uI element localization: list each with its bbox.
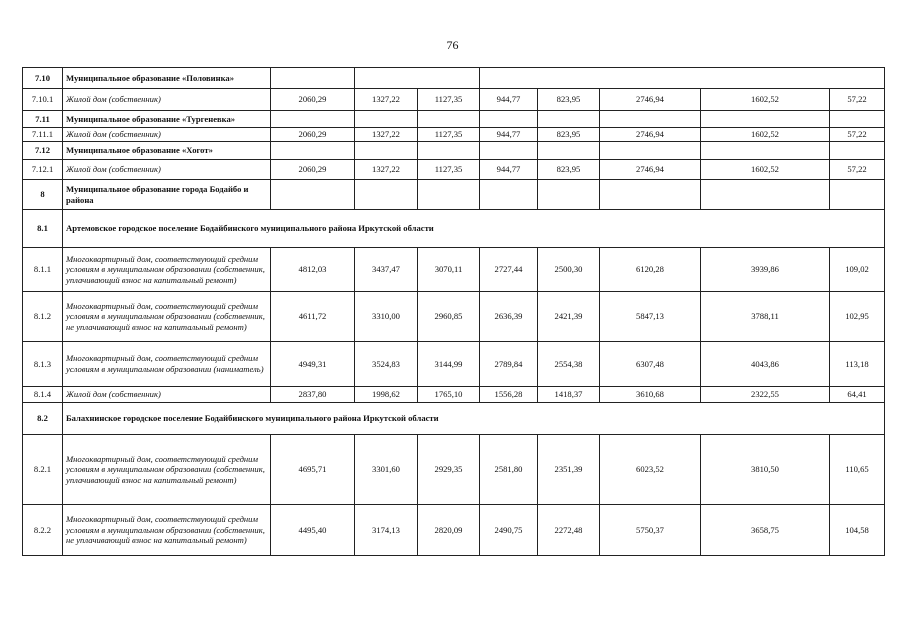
tariff-value-1: 4495,40: [271, 505, 355, 556]
tariff-value-3: 1127,35: [418, 128, 480, 142]
table-row: [23, 142, 885, 160]
row-code: 8.1.4: [23, 387, 63, 403]
tariff-value-3: 1127,35: [418, 160, 480, 180]
tariff-value-6: 6120,28: [600, 248, 701, 292]
row-code: 8.2.2: [23, 505, 63, 556]
table-row: [23, 89, 885, 111]
tariff-value-1: 4611,72: [271, 292, 355, 342]
tariff-value-4: 944,77: [480, 128, 538, 142]
tariff-value-5: 2500,30: [538, 248, 600, 292]
tariff-value-4: 2727,44: [480, 248, 538, 292]
empty-cell: [600, 142, 701, 160]
empty-cell: [271, 142, 355, 160]
row-code: 7.11.1: [23, 128, 63, 142]
tariff-value-6: 2746,94: [600, 89, 701, 111]
empty-cell: [538, 142, 600, 160]
empty-cell: [538, 111, 600, 128]
empty-cell: [600, 180, 701, 210]
tariff-value-7: 3939,86: [701, 248, 830, 292]
tariff-value-4: 2789,84: [480, 342, 538, 387]
tariff-value-7: 3788,11: [701, 292, 830, 342]
empty-cell: [355, 142, 418, 160]
tariff-value-2: 1998,62: [355, 387, 418, 403]
row-code: 7.10.1: [23, 89, 63, 111]
tariff-value-4: 2581,80: [480, 435, 538, 505]
tariff-value-3: 2929,35: [418, 435, 480, 505]
row-code: 8.1: [23, 210, 63, 248]
table-row: [23, 387, 885, 403]
empty-cell: [701, 180, 830, 210]
empty-cell: [271, 111, 355, 128]
tariff-value-8: 57,22: [830, 128, 885, 142]
tariff-value-2: 1327,22: [355, 128, 418, 142]
tariff-value-7: 3658,75: [701, 505, 830, 556]
empty-cell: [701, 142, 830, 160]
empty-cell: [355, 68, 480, 89]
row-code: 7.10: [23, 68, 63, 89]
tariff-value-2: 1327,22: [355, 89, 418, 111]
row-description: Многоквартирный дом, соответствующий средним условиям в муниципальном образовании (собственник, не уплачивающий взнос на капитальный ремонт): [63, 292, 271, 342]
tariff-value-7: 1602,52: [701, 128, 830, 142]
tariff-value-2: 1327,22: [355, 160, 418, 180]
tariff-value-4: 944,77: [480, 160, 538, 180]
row-code: 8.1.2: [23, 292, 63, 342]
tariff-value-6: 6307,48: [600, 342, 701, 387]
row-description: Жилой дом (собственник): [63, 160, 271, 180]
tariff-value-3: 2820,09: [418, 505, 480, 556]
tariff-value-8: 110,65: [830, 435, 885, 505]
tariff-value-1: 4695,71: [271, 435, 355, 505]
row-code: 8: [23, 180, 63, 210]
empty-cell: [600, 111, 701, 128]
empty-cell: [271, 180, 355, 210]
tariff-value-6: 5750,37: [600, 505, 701, 556]
tariff-value-8: 102,95: [830, 292, 885, 342]
table-row: [23, 292, 885, 342]
tariff-value-2: 3437,47: [355, 248, 418, 292]
tariff-value-3: 2960,85: [418, 292, 480, 342]
row-description: Жилой дом (собственник): [63, 89, 271, 111]
row-code: 8.2: [23, 403, 63, 435]
empty-cell: [480, 180, 538, 210]
table-row: [23, 128, 885, 142]
tariff-value-7: 2322,55: [701, 387, 830, 403]
page-number: 76: [446, 38, 459, 52]
section-title: Балахнинское городское поселение Бодайбинского муниципального района Иркутской области: [63, 403, 885, 435]
tariff-value-6: 2746,94: [600, 160, 701, 180]
tariff-value-8: 109,02: [830, 248, 885, 292]
table-row: [23, 435, 885, 505]
table-row: [23, 210, 885, 248]
tariff-value-6: 2746,94: [600, 128, 701, 142]
section-title: Муниципальное образование «Хогот»: [63, 142, 271, 160]
row-code: 8.1.3: [23, 342, 63, 387]
tariff-value-6: 3610,68: [600, 387, 701, 403]
tariff-table: [22, 67, 885, 556]
tariff-value-6: 5847,13: [600, 292, 701, 342]
empty-cell: [480, 68, 885, 89]
tariff-value-5: 1418,37: [538, 387, 600, 403]
empty-cell: [418, 111, 480, 128]
row-code: 7.12: [23, 142, 63, 160]
table-row: [23, 111, 885, 128]
tariff-value-1: 4812,03: [271, 248, 355, 292]
tariff-value-1: 2837,80: [271, 387, 355, 403]
table-row: [23, 68, 885, 89]
row-code: 8.1.1: [23, 248, 63, 292]
row-description: Многоквартирный дом, соответствующий средним условиям в муниципальном образовании (собственник, уплачивающий взнос на капитальный ремонт): [63, 435, 271, 505]
tariff-value-1: 2060,29: [271, 128, 355, 142]
empty-cell: [418, 180, 480, 210]
empty-cell: [355, 180, 418, 210]
empty-cell: [830, 180, 885, 210]
tariff-value-7: 4043,86: [701, 342, 830, 387]
empty-cell: [480, 111, 538, 128]
tariff-value-5: 823,95: [538, 160, 600, 180]
tariff-value-1: 4949,31: [271, 342, 355, 387]
tariff-value-4: 1556,28: [480, 387, 538, 403]
tariff-value-3: 1765,10: [418, 387, 480, 403]
tariff-value-2: 3310,00: [355, 292, 418, 342]
tariff-value-6: 6023,52: [600, 435, 701, 505]
table-row: [23, 180, 885, 210]
tariff-value-8: 113,18: [830, 342, 885, 387]
tariff-value-5: 823,95: [538, 89, 600, 111]
table-row: [23, 342, 885, 387]
tariff-value-8: 64,41: [830, 387, 885, 403]
tariff-value-3: 3070,11: [418, 248, 480, 292]
tariff-value-4: 2636,39: [480, 292, 538, 342]
empty-cell: [418, 142, 480, 160]
tariff-value-3: 1127,35: [418, 89, 480, 111]
row-description: Многоквартирный дом, соответствующий средним условиям в муниципальном образовании (собственник, уплачивающий взнос на капитальный ремонт): [63, 248, 271, 292]
tariff-value-7: 1602,52: [701, 160, 830, 180]
tariff-value-8: 57,22: [830, 89, 885, 111]
row-description: Многоквартирный дом, соответствующий средним условиям в муниципальном образовании (собственник, не уплачивающий взнос на капитальный ремонт): [63, 505, 271, 556]
empty-cell: [830, 142, 885, 160]
tariff-value-2: 3174,13: [355, 505, 418, 556]
row-description: Жилой дом (собственник): [63, 128, 271, 142]
table-row: [23, 505, 885, 556]
empty-cell: [538, 180, 600, 210]
empty-cell: [480, 142, 538, 160]
section-title: Муниципальное образование «Половинка»: [63, 68, 271, 89]
tariff-value-5: 2554,38: [538, 342, 600, 387]
tariff-value-2: 3301,60: [355, 435, 418, 505]
section-title: Артемовское городское поселение Бодайбинского муниципального района Иркутской области: [63, 210, 885, 248]
row-code: 8.2.1: [23, 435, 63, 505]
tariff-value-5: 2272,48: [538, 505, 600, 556]
tariff-value-8: 104,58: [830, 505, 885, 556]
tariff-value-5: 2421,39: [538, 292, 600, 342]
tariff-value-1: 2060,29: [271, 160, 355, 180]
empty-cell: [830, 111, 885, 128]
row-description: Многоквартирный дом, соответствующий средним условиям в муниципальном образовании (наниматель): [63, 342, 271, 387]
table-row: [23, 403, 885, 435]
tariff-value-5: 823,95: [538, 128, 600, 142]
tariff-value-8: 57,22: [830, 160, 885, 180]
empty-cell: [701, 111, 830, 128]
tariff-value-1: 2060,29: [271, 89, 355, 111]
table-row: [23, 160, 885, 180]
tariff-value-7: 1602,52: [701, 89, 830, 111]
tariff-value-5: 2351,39: [538, 435, 600, 505]
tariff-value-3: 3144,99: [418, 342, 480, 387]
tariff-value-2: 3524,83: [355, 342, 418, 387]
tariff-value-7: 3810,50: [701, 435, 830, 505]
row-description: Жилой дом (собственник): [63, 387, 271, 403]
row-code: 7.12.1: [23, 160, 63, 180]
section-title: Муниципальное образование «Тургеневка»: [63, 111, 271, 128]
table-row: [23, 248, 885, 292]
tariff-value-4: 2490,75: [480, 505, 538, 556]
empty-cell: [355, 111, 418, 128]
empty-cell: [271, 68, 355, 89]
row-code: 7.11: [23, 111, 63, 128]
tariff-value-4: 944,77: [480, 89, 538, 111]
section-title: Муниципальное образование города Бодайбо и района: [63, 180, 271, 210]
